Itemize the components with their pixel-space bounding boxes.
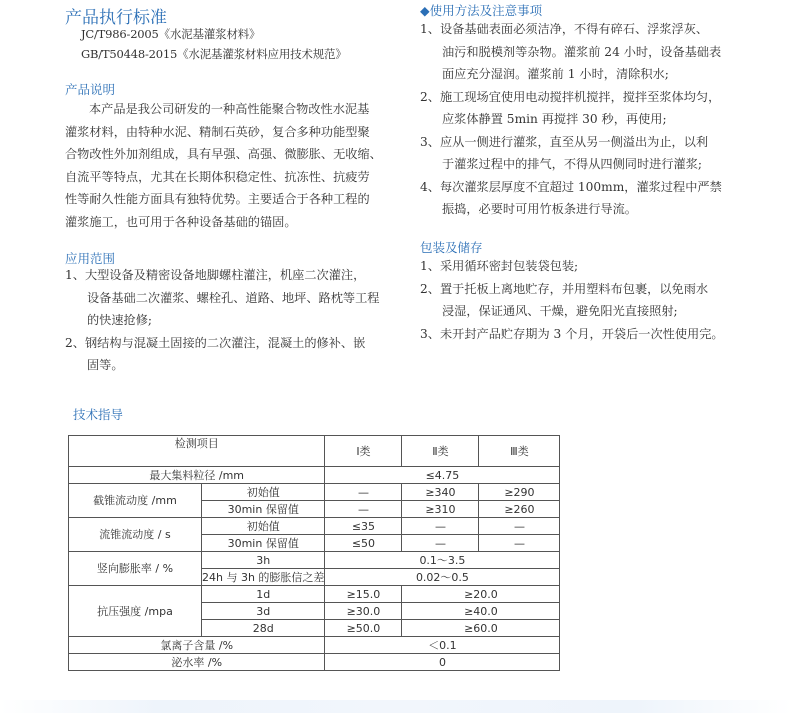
description-line: 合物改性外加剂组成，具有早强、高强、微膨胀、无收缩、 <box>65 147 382 161</box>
usage-line: 1、设备基础表面必须洁净，不得有碎石、浮浆浮灰、 <box>420 22 709 36</box>
storage-line: 3、未开封产品贮存期为 3 个月，开袋后一次性使用完。 <box>420 326 724 341</box>
table-cell: ≥340 <box>402 484 479 501</box>
strength-1d-label: 1d <box>202 586 325 603</box>
table-cell: — <box>325 501 402 518</box>
table-header-row <box>69 436 560 467</box>
description-title: 产品说明 <box>65 82 116 97</box>
storage-text <box>420 255 724 345</box>
table-cell: ≥310 <box>402 501 479 518</box>
usage-line: 面应充分湿润。灌浆前 1 小时，清除积水; <box>442 67 669 81</box>
table-row <box>69 518 560 535</box>
expansion-diff-label: 24h 与 3h 的膨胀信之差 <box>202 570 325 584</box>
table-cell: 0.1～3.5 <box>325 552 560 569</box>
trough-initial-label: 初始值 <box>202 518 325 535</box>
description-line: 本产品是我公司研发的一种高性能聚合物改性水泥基 <box>89 102 370 116</box>
usage-line: 4、每次灌浆层厚度不宜超过 100mm，灌浆过程中严禁 <box>420 179 722 194</box>
usage-line: 振捣，必要时可用竹板条进行导流。 <box>442 202 637 216</box>
table-cell: ≥30.0 <box>325 603 402 620</box>
header-class-3: Ⅲ类 <box>479 436 560 467</box>
table-cell: — <box>325 484 402 501</box>
header-item: 检测项目 <box>69 436 325 467</box>
usage-title: ◆使用方法及注意事项 <box>420 3 543 18</box>
application-line: 固等。 <box>87 358 124 372</box>
table-row <box>69 467 560 484</box>
standard-line-1: JC/T986-2005《水泥基灌浆材料》 <box>81 27 261 41</box>
application-line: 2、钢结构与混凝土固接的二次灌注，混凝土的修补、嵌 <box>65 335 366 350</box>
usage-line: 油污和脱模剂等杂物。灌浆前 24 小时，设备基础表 <box>442 44 722 59</box>
storage-line: 1、采用循环密封包装袋包装; <box>420 259 579 273</box>
max-aggregate-value: ≤4.75 <box>325 467 560 484</box>
table-row <box>69 586 560 603</box>
table-cell: ≥60.0 <box>402 620 560 637</box>
usage-line: 于灌浆过程中的排气，不得从四侧同时进行灌浆; <box>442 157 703 171</box>
tech-title: 技术指导 <box>73 407 124 422</box>
strength-28d-label: 28d <box>202 620 325 637</box>
description-line: 灌浆施工，也可用于各种设备基础的锚固。 <box>65 214 297 229</box>
cone-30min-label: 30min 保留值 <box>202 501 325 518</box>
table-row <box>69 484 560 501</box>
usage-line: 3、应从一侧进行灌浆，直至从另一侧溢出为止，以利 <box>420 134 709 149</box>
description-line: 灌浆材料，由特种水泥、精制石英砂，复合多种功能型聚 <box>65 124 370 139</box>
tech-spec-table <box>68 435 560 671</box>
header-class-1: Ⅰ类 <box>325 436 402 467</box>
bleed-label: 泌水率 /% <box>69 654 325 671</box>
header-class-2: Ⅱ类 <box>402 436 479 467</box>
table-cell: ≥20.0 <box>402 586 560 603</box>
table-row <box>69 552 560 569</box>
usage-line: 应浆体静置 5min 再搅拌 30 秒，再使用; <box>442 112 667 126</box>
table-cell: — <box>479 535 560 552</box>
description-text <box>65 98 382 233</box>
trough-flow-label: 流锥流动度 / s <box>69 518 202 552</box>
application-line: 设备基础二次灌浆、螺栓孔、道路、地坪、路枕等工程 <box>87 290 380 305</box>
strength-3d-label: 3d <box>202 603 325 620</box>
product-standard-title: 产品执行标准 <box>65 8 167 28</box>
trough-30min-label: 30min 保留值 <box>202 535 325 552</box>
strength-label: 抗压强度 /mpa <box>69 586 202 637</box>
usage-line: 2、施工现场宜使用电动搅拌机搅拌，搅拌至浆体均匀， <box>420 89 721 104</box>
table-row <box>69 654 560 671</box>
table-cell: — <box>479 518 560 535</box>
chloride-value: ＜0.1 <box>325 637 560 654</box>
storage-line: 2、置于托板上离地贮存，并用塑料布包裹，以免雨水 <box>420 281 709 296</box>
expansion-label: 竖向膨胀率 / % <box>69 552 202 586</box>
max-aggregate-label: 最大集料粒径 /mm <box>69 467 325 484</box>
application-title: 应用范围 <box>65 251 116 266</box>
table-cell: ≥15.0 <box>325 586 402 603</box>
table-cell: 0.02～0.5 <box>325 569 560 586</box>
table-cell: ≤35 <box>325 518 402 535</box>
storage-title: 包装及储存 <box>420 240 483 255</box>
bottom-decorative-strip <box>0 700 792 713</box>
table-cell: ≥40.0 <box>402 603 560 620</box>
bleed-value: 0 <box>325 654 560 671</box>
table-cell: ≤50 <box>325 535 402 552</box>
cone-initial-label: 初始值 <box>202 484 325 501</box>
expansion-3h-label: 3h <box>202 552 325 569</box>
table-cell: — <box>402 535 479 552</box>
usage-text <box>420 18 722 221</box>
application-line: 1、大型设备及精密设备地脚螺柱灌注，机座二次灌注， <box>65 268 366 282</box>
application-text <box>65 264 380 377</box>
storage-line: 浸湿，保证通风、干燥，避免阳光直接照射; <box>442 304 678 318</box>
table-row <box>69 637 560 654</box>
standard-line-2: GB/T50448-2015《水泥基灌浆材料应用技术规范》 <box>81 47 347 61</box>
application-line: 的快速抢修; <box>87 313 153 327</box>
description-line: 性等耐久性能方面具有独特优势。主要适合于各种工程的 <box>65 192 370 206</box>
chloride-label: 氯离子含量 /% <box>69 637 325 654</box>
table-cell: — <box>402 518 479 535</box>
table-cell: ≥50.0 <box>325 620 402 637</box>
table-cell: ≥260 <box>479 501 560 518</box>
cone-flow-label: 截锥流动度 /mm <box>69 484 202 518</box>
description-line: 自流平等特点，尤其在长期体积稳定性、抗冻性、抗疲劳 <box>65 169 370 184</box>
table-cell: ≥290 <box>479 484 560 501</box>
